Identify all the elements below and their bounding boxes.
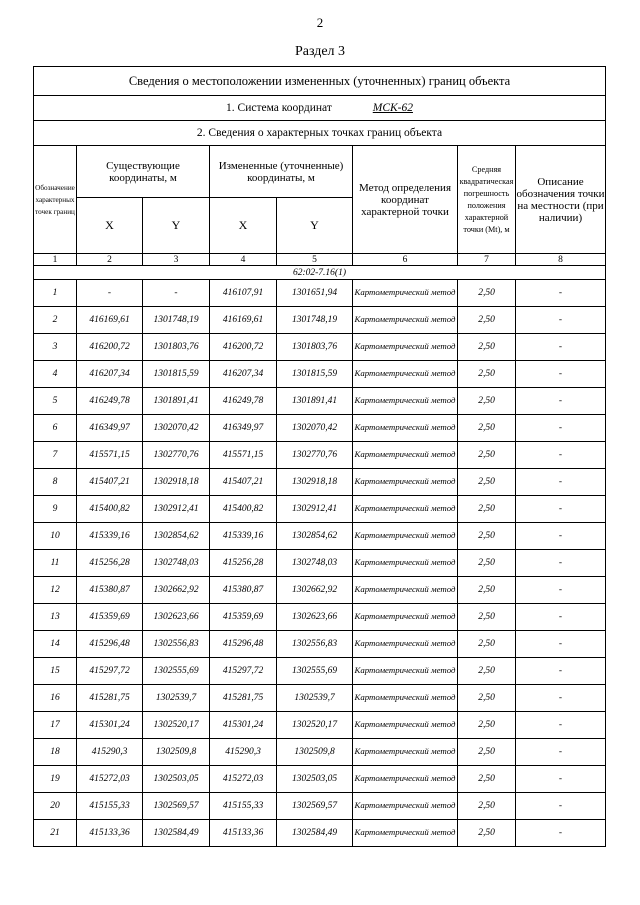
changed-y: 1302854,62: [277, 523, 353, 550]
existing-x: 415297,72: [77, 658, 143, 685]
existing-y: 1302584,49: [143, 820, 210, 847]
parcel-number: 62:02-7.16(1): [34, 266, 606, 280]
point-number: 19: [34, 766, 77, 793]
changed-x: 415256,28: [210, 550, 277, 577]
error-value: 2,50: [458, 604, 516, 631]
description: -: [516, 577, 606, 604]
error-value: 2,50: [458, 469, 516, 496]
error-value: 2,50: [458, 523, 516, 550]
table-row: [34, 739, 606, 766]
changed-y: 1302912,41: [277, 496, 353, 523]
description: -: [516, 280, 606, 307]
method: Картометрический метод: [353, 280, 458, 307]
method: Картометрический метод: [353, 415, 458, 442]
col-point-header: Обозначение характерных точек границ: [34, 146, 77, 254]
description: -: [516, 550, 606, 577]
existing-x: 416207,34: [77, 361, 143, 388]
description: -: [516, 307, 606, 334]
description: -: [516, 712, 606, 739]
point-number: 13: [34, 604, 77, 631]
error-value: 2,50: [458, 334, 516, 361]
description: -: [516, 496, 606, 523]
existing-y: 1302569,57: [143, 793, 210, 820]
existing-y: 1301815,59: [143, 361, 210, 388]
method: Картометрический метод: [353, 766, 458, 793]
error-value: 2,50: [458, 712, 516, 739]
existing-y: 1302509,8: [143, 739, 210, 766]
table-row: [34, 469, 606, 496]
description: -: [516, 793, 606, 820]
changed-y: 1302070,42: [277, 415, 353, 442]
method: Картометрический метод: [353, 469, 458, 496]
changed-y: 1302662,92: [277, 577, 353, 604]
changed-y: 1302503,05: [277, 766, 353, 793]
point-number: 5: [34, 388, 77, 415]
existing-x: 415281,75: [77, 685, 143, 712]
changed-y: 1301803,76: [277, 334, 353, 361]
existing-y: -: [143, 280, 210, 307]
error-value: 2,50: [458, 820, 516, 847]
method: Картометрический метод: [353, 496, 458, 523]
existing-x: 415301,24: [77, 712, 143, 739]
existing-y-header: Y: [143, 198, 210, 254]
method: Картометрический метод: [353, 442, 458, 469]
description: -: [516, 361, 606, 388]
description: -: [516, 739, 606, 766]
changed-x-header: X: [210, 198, 277, 254]
changed-x: 415339,16: [210, 523, 277, 550]
page-number: 2: [316, 15, 324, 30]
table-row: [34, 577, 606, 604]
error-value: 2,50: [458, 307, 516, 334]
col-number: 8: [516, 254, 606, 266]
changed-x: 415155,33: [210, 793, 277, 820]
section-title: Раздел 3: [294, 44, 346, 59]
changed-y: 1302748,03: [277, 550, 353, 577]
coord-system-value: МСК-62: [372, 102, 413, 114]
existing-y: 1302748,03: [143, 550, 210, 577]
existing-y: 1301803,76: [143, 334, 210, 361]
point-number: 11: [34, 550, 77, 577]
changed-x: 415407,21: [210, 469, 277, 496]
existing-x: 415133,36: [77, 820, 143, 847]
changed-y: 1302918,18: [277, 469, 353, 496]
changed-y: 1301815,59: [277, 361, 353, 388]
changed-y: 1302539,7: [277, 685, 353, 712]
error-value: 2,50: [458, 388, 516, 415]
changed-x: 415400,82: [210, 496, 277, 523]
changed-x: 416200,72: [210, 334, 277, 361]
description: -: [516, 415, 606, 442]
existing-x: 415290,3: [77, 739, 143, 766]
existing-y: 1302854,62: [143, 523, 210, 550]
col-number: 4: [210, 254, 277, 266]
existing-y: 1302555,69: [143, 658, 210, 685]
existing-y: 1302503,05: [143, 766, 210, 793]
changed-y: 1302569,57: [277, 793, 353, 820]
changed-x: 416249,78: [210, 388, 277, 415]
description: -: [516, 334, 606, 361]
table-row: [34, 658, 606, 685]
existing-y: 1302662,92: [143, 577, 210, 604]
table-row: [34, 631, 606, 658]
changed-x: 415380,87: [210, 577, 277, 604]
description: -: [516, 631, 606, 658]
error-value: 2,50: [458, 739, 516, 766]
table-row: [34, 685, 606, 712]
col-number: 7: [458, 254, 516, 266]
table-row: [34, 523, 606, 550]
table-row: [34, 820, 606, 847]
point-number: 17: [34, 712, 77, 739]
changed-y: 1301651,94: [277, 280, 353, 307]
point-number: 3: [34, 334, 77, 361]
existing-x: 415155,33: [77, 793, 143, 820]
changed-x: 415281,75: [210, 685, 277, 712]
changed-x: 415301,24: [210, 712, 277, 739]
points-header: 2. Сведения о характерных точках границ объекта: [34, 121, 606, 146]
description: -: [516, 523, 606, 550]
point-number: 1: [34, 280, 77, 307]
changed-x: 415290,3: [210, 739, 277, 766]
method: Картометрический метод: [353, 820, 458, 847]
description: -: [516, 604, 606, 631]
description: -: [516, 820, 606, 847]
error-value: 2,50: [458, 577, 516, 604]
error-value: 2,50: [458, 550, 516, 577]
point-number: 8: [34, 469, 77, 496]
col-existing-header: Существующие координаты, м: [77, 146, 210, 198]
changed-x: 415272,03: [210, 766, 277, 793]
method: Картометрический метод: [353, 523, 458, 550]
method: Картометрический метод: [353, 550, 458, 577]
point-number: 10: [34, 523, 77, 550]
existing-y: 1302539,7: [143, 685, 210, 712]
changed-x: 415296,48: [210, 631, 277, 658]
coord-system-row: [34, 96, 606, 121]
changed-y: 1302556,83: [277, 631, 353, 658]
method: Картометрический метод: [353, 685, 458, 712]
table-row: [34, 766, 606, 793]
error-value: 2,50: [458, 658, 516, 685]
changed-y: 1302509,8: [277, 739, 353, 766]
error-value: 2,50: [458, 631, 516, 658]
table-row: [34, 415, 606, 442]
existing-x: 415407,21: [77, 469, 143, 496]
error-value: 2,50: [458, 280, 516, 307]
existing-x: 415296,48: [77, 631, 143, 658]
col-number: 5: [277, 254, 353, 266]
coord-system-label: 1. Система координат: [226, 102, 332, 114]
col-number: 3: [143, 254, 210, 266]
changed-x: 415359,69: [210, 604, 277, 631]
existing-y: 1302623,66: [143, 604, 210, 631]
table-row: [34, 604, 606, 631]
existing-x: 415359,69: [77, 604, 143, 631]
method: Картометрический метод: [353, 577, 458, 604]
existing-y: 1301891,41: [143, 388, 210, 415]
error-value: 2,50: [458, 415, 516, 442]
method: Картометрический метод: [353, 361, 458, 388]
table-title: Сведения о местоположении измененных (уточненных) границ объекта: [34, 67, 606, 96]
table-row: [34, 307, 606, 334]
col-desc-header: Описание обозначения точки на местности (при наличии): [516, 146, 606, 254]
table-row: [34, 793, 606, 820]
table-row: [34, 550, 606, 577]
existing-x: 415272,03: [77, 766, 143, 793]
description: -: [516, 658, 606, 685]
col-changed-header: Измененные (уточненные) координаты, м: [210, 146, 353, 198]
existing-y: 1302770,76: [143, 442, 210, 469]
point-number: 20: [34, 793, 77, 820]
existing-y: 1302556,83: [143, 631, 210, 658]
col-number: 1: [34, 254, 77, 266]
existing-x: 415380,87: [77, 577, 143, 604]
error-value: 2,50: [458, 766, 516, 793]
changed-x: 415571,15: [210, 442, 277, 469]
description: -: [516, 685, 606, 712]
method: Картометрический метод: [353, 307, 458, 334]
point-number: 2: [34, 307, 77, 334]
changed-y: 1301748,19: [277, 307, 353, 334]
point-number: 9: [34, 496, 77, 523]
method: Картометрический метод: [353, 793, 458, 820]
point-number: 12: [34, 577, 77, 604]
existing-x: -: [77, 280, 143, 307]
point-number: 21: [34, 820, 77, 847]
changed-y-header: Y: [277, 198, 353, 254]
boundary-points-table: [33, 66, 606, 847]
table-row: [34, 442, 606, 469]
point-number: 7: [34, 442, 77, 469]
existing-y: 1302070,42: [143, 415, 210, 442]
table-row: [34, 388, 606, 415]
changed-x: 416107,91: [210, 280, 277, 307]
existing-x: 415339,16: [77, 523, 143, 550]
existing-x-header: X: [77, 198, 143, 254]
changed-y: 1302770,76: [277, 442, 353, 469]
description: -: [516, 442, 606, 469]
point-number: 6: [34, 415, 77, 442]
changed-x: 415297,72: [210, 658, 277, 685]
existing-y: 1302520,17: [143, 712, 210, 739]
changed-y: 1302623,66: [277, 604, 353, 631]
error-value: 2,50: [458, 442, 516, 469]
existing-x: 416169,61: [77, 307, 143, 334]
error-value: 2,50: [458, 361, 516, 388]
existing-x: 416200,72: [77, 334, 143, 361]
col-error-header: Средняя квадратическая погрешность положения характерной точки (Mt), м: [458, 146, 516, 254]
point-number: 14: [34, 631, 77, 658]
description: -: [516, 469, 606, 496]
method: Картометрический метод: [353, 631, 458, 658]
method: Картометрический метод: [353, 604, 458, 631]
error-value: 2,50: [458, 685, 516, 712]
existing-x: 416249,78: [77, 388, 143, 415]
point-number: 15: [34, 658, 77, 685]
changed-y: 1302584,49: [277, 820, 353, 847]
method: Картометрический метод: [353, 739, 458, 766]
point-number: 16: [34, 685, 77, 712]
col-number: 2: [77, 254, 143, 266]
changed-x: 416207,34: [210, 361, 277, 388]
changed-y: 1302555,69: [277, 658, 353, 685]
description: -: [516, 388, 606, 415]
changed-y: 1302520,17: [277, 712, 353, 739]
existing-y: 1301748,19: [143, 307, 210, 334]
description: -: [516, 766, 606, 793]
error-value: 2,50: [458, 793, 516, 820]
existing-x: 415256,28: [77, 550, 143, 577]
method: Картометрический метод: [353, 712, 458, 739]
existing-x: 415400,82: [77, 496, 143, 523]
method: Картометрический метод: [353, 388, 458, 415]
col-method-header: Метод определения координат характерной точки: [353, 146, 458, 254]
changed-x: 416349,97: [210, 415, 277, 442]
col-number: 6: [353, 254, 458, 266]
changed-x: 415133,36: [210, 820, 277, 847]
existing-y: 1302912,41: [143, 496, 210, 523]
point-number: 18: [34, 739, 77, 766]
method: Картометрический метод: [353, 658, 458, 685]
table-row: [34, 712, 606, 739]
error-value: 2,50: [458, 496, 516, 523]
table-row: [34, 496, 606, 523]
point-number: 4: [34, 361, 77, 388]
existing-x: 416349,97: [77, 415, 143, 442]
changed-y: 1301891,41: [277, 388, 353, 415]
table-row: [34, 361, 606, 388]
table-row: [34, 280, 606, 307]
existing-y: 1302918,18: [143, 469, 210, 496]
existing-x: 415571,15: [77, 442, 143, 469]
method: Картометрический метод: [353, 334, 458, 361]
table-row: [34, 334, 606, 361]
changed-x: 416169,61: [210, 307, 277, 334]
